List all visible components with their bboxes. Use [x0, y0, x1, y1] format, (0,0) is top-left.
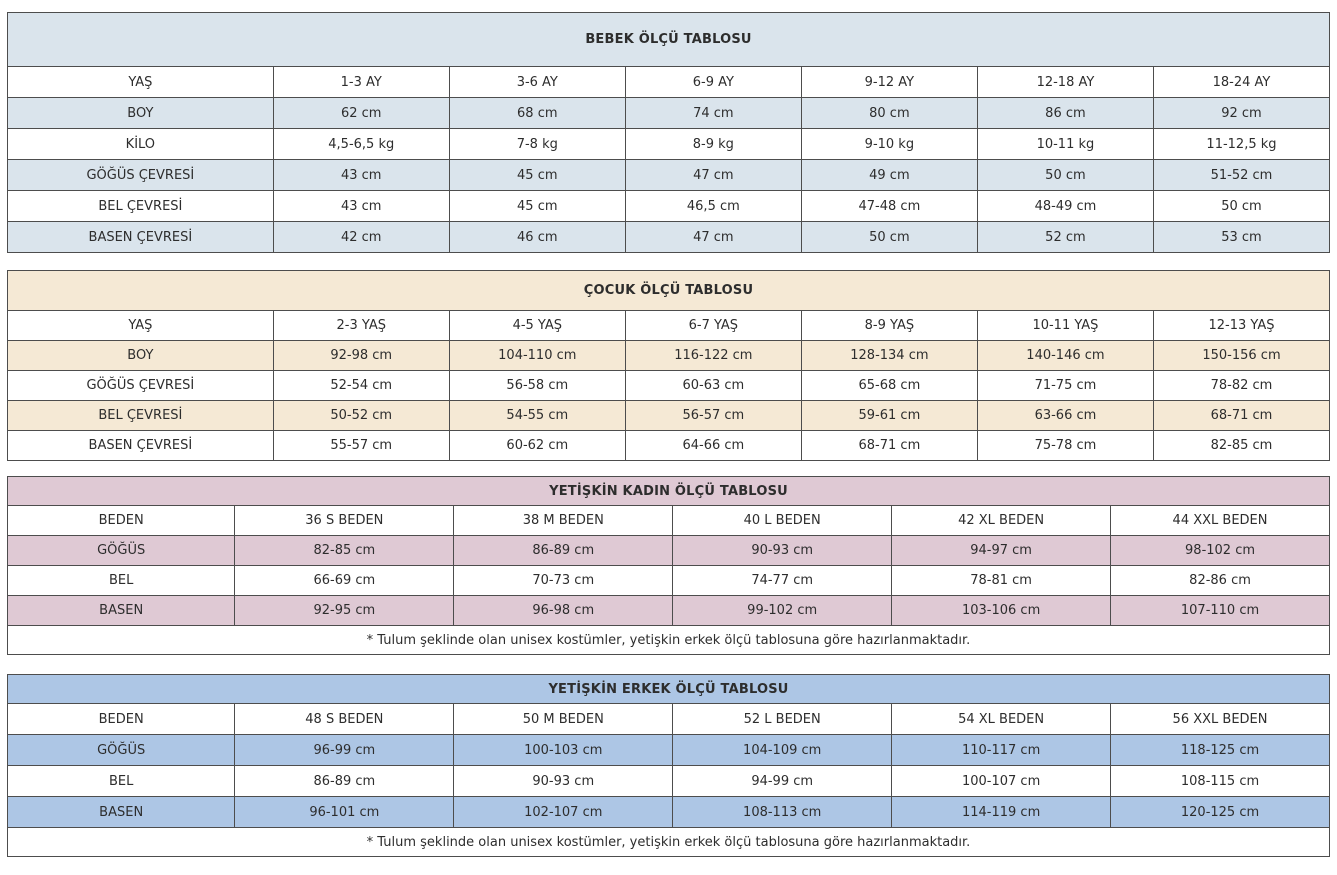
value-cell: 3-6 AY: [449, 67, 625, 98]
value-cell: 96-99 cm: [235, 735, 454, 766]
table-title: BEBEK ÖLÇÜ TABLOSU: [8, 13, 1330, 67]
table-row: [8, 596, 1330, 626]
value-cell: 96-98 cm: [454, 596, 673, 626]
value-cell: 92-95 cm: [235, 596, 454, 626]
value-cell: 62 cm: [273, 98, 449, 129]
child-size-table: [7, 270, 1330, 461]
value-cell: 52 L BEDEN: [673, 704, 892, 735]
table-title-row: [8, 675, 1330, 704]
table-title-row: [8, 271, 1330, 311]
value-cell: 100-107 cm: [892, 766, 1111, 797]
value-cell: 6-7 YAŞ: [625, 311, 801, 341]
value-cell: 43 cm: [273, 191, 449, 222]
value-cell: 92 cm: [1153, 98, 1329, 129]
value-cell: 56 XXL BEDEN: [1111, 704, 1330, 735]
value-cell: 68-71 cm: [1153, 401, 1329, 431]
value-cell: 56-57 cm: [625, 401, 801, 431]
value-cell: 9-12 AY: [801, 67, 977, 98]
table-row: [8, 341, 1330, 371]
value-cell: 7-8 kg: [449, 129, 625, 160]
table-title: YETİŞKİN ERKEK ÖLÇÜ TABLOSU: [8, 675, 1330, 704]
value-cell: 40 L BEDEN: [673, 506, 892, 536]
value-cell: 54 XL BEDEN: [892, 704, 1111, 735]
value-cell: 90-93 cm: [454, 766, 673, 797]
value-cell: 71-75 cm: [977, 371, 1153, 401]
value-cell: 49 cm: [801, 160, 977, 191]
value-cell: 86-89 cm: [454, 536, 673, 566]
table-row: [8, 797, 1330, 828]
value-cell: 10-11 kg: [977, 129, 1153, 160]
value-cell: 8-9 kg: [625, 129, 801, 160]
value-cell: 65-68 cm: [801, 371, 977, 401]
value-cell: 46,5 cm: [625, 191, 801, 222]
value-cell: 60-63 cm: [625, 371, 801, 401]
value-cell: 116-122 cm: [625, 341, 801, 371]
value-cell: 50 cm: [977, 160, 1153, 191]
table-body: [8, 704, 1330, 857]
table-row: [8, 536, 1330, 566]
value-cell: 114-119 cm: [892, 797, 1111, 828]
value-cell: 10-11 YAŞ: [977, 311, 1153, 341]
table-title-row: [8, 477, 1330, 506]
value-cell: 74-77 cm: [673, 566, 892, 596]
value-cell: 68 cm: [449, 98, 625, 129]
value-cell: 1-3 AY: [273, 67, 449, 98]
value-cell: 110-117 cm: [892, 735, 1111, 766]
row-label: BEL ÇEVRESİ: [8, 191, 274, 222]
table-row: [8, 735, 1330, 766]
value-cell: 47 cm: [625, 222, 801, 253]
row-label: BASEN ÇEVRESİ: [8, 431, 274, 461]
table-body: [8, 506, 1330, 655]
table-title-row: [8, 13, 1330, 67]
value-cell: 80 cm: [801, 98, 977, 129]
value-cell: 108-115 cm: [1111, 766, 1330, 797]
value-cell: 64-66 cm: [625, 431, 801, 461]
value-cell: 128-134 cm: [801, 341, 977, 371]
row-label: GÖĞÜS: [8, 536, 235, 566]
value-cell: 107-110 cm: [1111, 596, 1330, 626]
value-cell: 82-85 cm: [1153, 431, 1329, 461]
value-cell: 59-61 cm: [801, 401, 977, 431]
value-cell: 140-146 cm: [977, 341, 1153, 371]
value-cell: 82-86 cm: [1111, 566, 1330, 596]
value-cell: 55-57 cm: [273, 431, 449, 461]
table-row: [8, 704, 1330, 735]
value-cell: 66-69 cm: [235, 566, 454, 596]
value-cell: 12-18 AY: [977, 67, 1153, 98]
women-size-table: [7, 476, 1330, 655]
table-title: ÇOCUK ÖLÇÜ TABLOSU: [8, 271, 1330, 311]
value-cell: 104-110 cm: [449, 341, 625, 371]
value-cell: 18-24 AY: [1153, 67, 1329, 98]
row-label: KİLO: [8, 129, 274, 160]
value-cell: 56-58 cm: [449, 371, 625, 401]
men-size-table: [7, 674, 1330, 857]
table-row: [8, 401, 1330, 431]
value-cell: 47 cm: [625, 160, 801, 191]
value-cell: 36 S BEDEN: [235, 506, 454, 536]
value-cell: 82-85 cm: [235, 536, 454, 566]
value-cell: 75-78 cm: [977, 431, 1153, 461]
table-body: [8, 67, 1330, 253]
value-cell: 45 cm: [449, 160, 625, 191]
value-cell: 86 cm: [977, 98, 1153, 129]
value-cell: 92-98 cm: [273, 341, 449, 371]
footnote-row: [8, 828, 1330, 857]
table-row: [8, 766, 1330, 797]
value-cell: 8-9 YAŞ: [801, 311, 977, 341]
table-row: [8, 566, 1330, 596]
row-label: BEL: [8, 566, 235, 596]
value-cell: 52 cm: [977, 222, 1153, 253]
value-cell: 96-101 cm: [235, 797, 454, 828]
value-cell: 42 cm: [273, 222, 449, 253]
value-cell: 54-55 cm: [449, 401, 625, 431]
value-cell: 51-52 cm: [1153, 160, 1329, 191]
value-cell: 86-89 cm: [235, 766, 454, 797]
value-cell: 50 cm: [1153, 191, 1329, 222]
row-label: BOY: [8, 341, 274, 371]
row-label: BASEN ÇEVRESİ: [8, 222, 274, 253]
value-cell: 120-125 cm: [1111, 797, 1330, 828]
value-cell: 11-12,5 kg: [1153, 129, 1329, 160]
value-cell: 94-99 cm: [673, 766, 892, 797]
row-label: BASEN: [8, 797, 235, 828]
value-cell: 50 cm: [801, 222, 977, 253]
value-cell: 70-73 cm: [454, 566, 673, 596]
value-cell: 48-49 cm: [977, 191, 1153, 222]
value-cell: 104-109 cm: [673, 735, 892, 766]
value-cell: 9-10 kg: [801, 129, 977, 160]
value-cell: 90-93 cm: [673, 536, 892, 566]
table-title: YETİŞKİN KADIN ÖLÇÜ TABLOSU: [8, 477, 1330, 506]
footnote-row: [8, 626, 1330, 655]
footnote-text: * Tulum şeklinde olan unisex kostümler, yetişkin erkek ölçü tablosuna göre hazırlanmaktadır.: [8, 828, 1330, 857]
footnote-text: * Tulum şeklinde olan unisex kostümler, yetişkin erkek ölçü tablosuna göre hazırlanmaktadır.: [8, 626, 1330, 655]
value-cell: 78-82 cm: [1153, 371, 1329, 401]
table-body: [8, 311, 1330, 461]
value-cell: 60-62 cm: [449, 431, 625, 461]
value-cell: 12-13 YAŞ: [1153, 311, 1329, 341]
value-cell: 68-71 cm: [801, 431, 977, 461]
row-label: BEL: [8, 766, 235, 797]
value-cell: 100-103 cm: [454, 735, 673, 766]
row-label: BASEN: [8, 596, 235, 626]
table-row: [8, 506, 1330, 536]
value-cell: 48 S BEDEN: [235, 704, 454, 735]
row-label: GÖĞÜS ÇEVRESİ: [8, 371, 274, 401]
value-cell: 43 cm: [273, 160, 449, 191]
value-cell: 94-97 cm: [892, 536, 1111, 566]
row-label: YAŞ: [8, 311, 274, 341]
value-cell: 98-102 cm: [1111, 536, 1330, 566]
value-cell: 63-66 cm: [977, 401, 1153, 431]
value-cell: 6-9 AY: [625, 67, 801, 98]
baby-size-table: [7, 12, 1330, 253]
value-cell: 47-48 cm: [801, 191, 977, 222]
row-label: BOY: [8, 98, 274, 129]
value-cell: 45 cm: [449, 191, 625, 222]
value-cell: 38 M BEDEN: [454, 506, 673, 536]
table-row: [8, 431, 1330, 461]
value-cell: 99-102 cm: [673, 596, 892, 626]
table-row: [8, 160, 1330, 191]
value-cell: 4-5 YAŞ: [449, 311, 625, 341]
value-cell: 42 XL BEDEN: [892, 506, 1111, 536]
table-row: [8, 98, 1330, 129]
value-cell: 50-52 cm: [273, 401, 449, 431]
table-row: [8, 311, 1330, 341]
table-row: [8, 191, 1330, 222]
value-cell: 2-3 YAŞ: [273, 311, 449, 341]
value-cell: 50 M BEDEN: [454, 704, 673, 735]
table-row: [8, 222, 1330, 253]
row-label: BEL ÇEVRESİ: [8, 401, 274, 431]
table-row: [8, 67, 1330, 98]
value-cell: 53 cm: [1153, 222, 1329, 253]
value-cell: 4,5-6,5 kg: [273, 129, 449, 160]
value-cell: 46 cm: [449, 222, 625, 253]
row-label: GÖĞÜS: [8, 735, 235, 766]
row-label: BEDEN: [8, 506, 235, 536]
value-cell: 108-113 cm: [673, 797, 892, 828]
value-cell: 102-107 cm: [454, 797, 673, 828]
row-label: BEDEN: [8, 704, 235, 735]
table-row: [8, 129, 1330, 160]
value-cell: 74 cm: [625, 98, 801, 129]
row-label: GÖĞÜS ÇEVRESİ: [8, 160, 274, 191]
value-cell: 78-81 cm: [892, 566, 1111, 596]
value-cell: 52-54 cm: [273, 371, 449, 401]
value-cell: 150-156 cm: [1153, 341, 1329, 371]
value-cell: 44 XXL BEDEN: [1111, 506, 1330, 536]
table-row: [8, 371, 1330, 401]
row-label: YAŞ: [8, 67, 274, 98]
value-cell: 103-106 cm: [892, 596, 1111, 626]
value-cell: 118-125 cm: [1111, 735, 1330, 766]
